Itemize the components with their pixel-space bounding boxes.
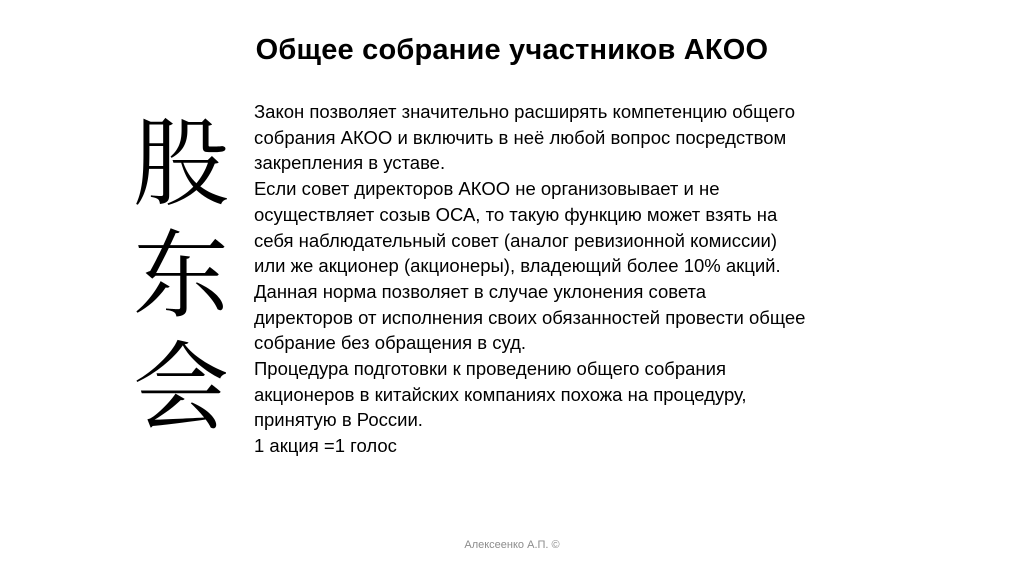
text-line: акционеров в китайских компаниях похожа на процедуру,	[254, 383, 747, 405]
text-line: Если совет директоров АКОО не организовывает и не	[254, 178, 720, 200]
text-line: директоров от исполнения своих обязанностей провести общее	[254, 306, 806, 328]
text-line: принятую в России.	[254, 409, 423, 431]
body-text	[254, 99, 874, 459]
chinese-glyph-column	[126, 108, 236, 444]
footer-author: Алексеенко А.П. ©	[464, 539, 560, 551]
text-line: Закон позволяет значительно расширять компетенцию общего	[254, 101, 796, 122]
text-line: собрания АКОО и включить в неё любой вопрос посредством	[254, 126, 787, 148]
text-line: или же акционер (акционеры), владеющий более 10% акций.	[254, 255, 781, 277]
chinese-glyph: 股	[133, 108, 229, 220]
text-line: себя наблюдательный совет (аналог ревизионной комиссии)	[254, 229, 778, 251]
text-line: 1 акция =1 голос	[254, 435, 397, 457]
chinese-glyph: 东	[133, 220, 229, 332]
text-line: Процедура подготовки к проведению общего собрания	[254, 358, 726, 380]
text-line: собрание без обращения в суд.	[254, 332, 527, 354]
text-line: осуществляет созыв ОСА, то такую функцию может взять на	[254, 203, 778, 225]
text-line: Данная норма позволяет в случае уклонения совета	[254, 280, 707, 302]
chinese-glyph: 会	[133, 332, 229, 444]
slide-title: Общее собрание участников АКОО	[255, 34, 769, 66]
text-line: закрепления в уставе.	[254, 152, 446, 174]
